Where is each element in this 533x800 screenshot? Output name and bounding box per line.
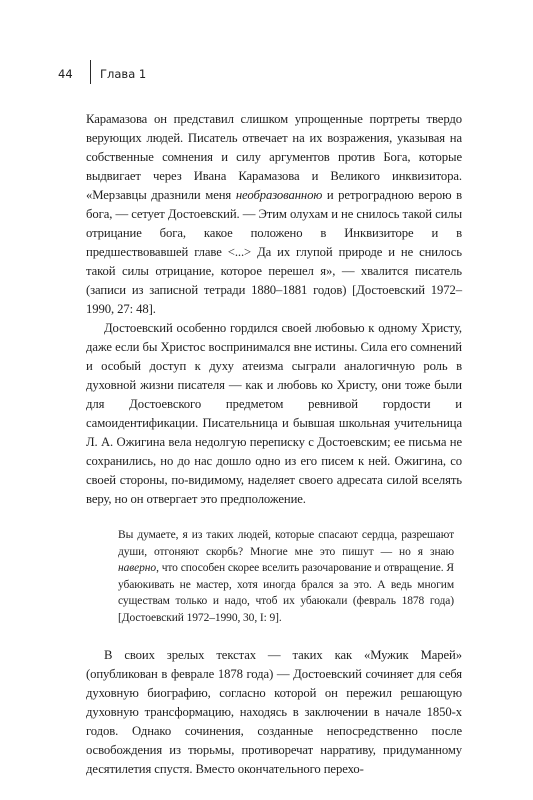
block-quote bbox=[118, 527, 454, 626]
quote-text-a: Вы думаете, я из таких людей, которые спасают сердца, разрешают души, отгоняют скорбь? Многие мне это пишут — но я знаю bbox=[118, 529, 454, 558]
chapter-title: Глава 1 bbox=[100, 67, 147, 81]
paragraph-1-emphasis: необразованною bbox=[235, 188, 323, 202]
page-body bbox=[86, 110, 462, 779]
quote-text-b: , что способен скорее вселить разочарование и отвращение. Я убаюкивать не мастер, хотя иногда брался за это. А ведь многим существам только и надо, чтоб их убаюкали (февраль 1878 года) [Достоевский 1972–1990, 30, I: 9]. bbox=[118, 562, 454, 624]
page-number: 44 bbox=[58, 67, 73, 81]
paragraph-1-text-b: и ретроградною верою в бога, — сетует Достоевский. — Этим олухам и не снилось такой силы отрицание бога, какое положено в Инквизиторе и в предшествовавшей главе <...> Да их глупой природе и не снилось такой силы отрицание, которое перешел я», — хвалится писатель (записи из записной тетради 1880–1881 годов) [Достоевский 1972–1990, 27: 48]. bbox=[86, 188, 462, 316]
paragraph-1 bbox=[86, 110, 462, 319]
quote-emphasis: наверно bbox=[118, 562, 157, 574]
paragraph-1-text-a: Карамазова он представил слишком упрощенные портреты твердо верующих людей. Писатель отвечает на их возражения, указывая на собственные сомнения и силу аргументов против Бога, которые выдвигает через Ивана Карамазова и Великого инквизитора. «Мерзавцы дразнили меня bbox=[86, 112, 462, 202]
header-divider bbox=[90, 60, 91, 84]
paragraph-3: В своих зрелых текстах — таких как «Мужик Марей» (опубликован в феврале 1878 года) — Достоевский сочиняет для себя духовную биографию, согласно которой он пережил решающую духовную трансформацию, находясь в заключении в начале 1850-х годов. Однако сочинения, созданные непосредственно после освобождения из тюрьмы, противоречат нарративу, придуманному десятилетия спустя. Вместо окончательного перехо- bbox=[86, 648, 462, 776]
paragraph-2: Достоевский особенно гордился своей любовью к одному Христу, даже если бы Христос воспринимался вне истины. Сила его сомнений и особый доступ к духу атеизма сыграли аналогичную роль в духовной жизни писателя — как и любовь ко Христу, они тоже были для Достоевского предметом ревнивой гордости и самоидентификации. Писательница и бывшая школьная учительница Л. А. Ожигина вела недолгую переписку с Достоевским; ее письма не сохранились, но до нас дошло одно из его писем к ней. Ожигина, со своей стороны, по-видимому, наделяет своего адресата силой вселять веру, но он отвергает это предположение. bbox=[86, 321, 462, 506]
